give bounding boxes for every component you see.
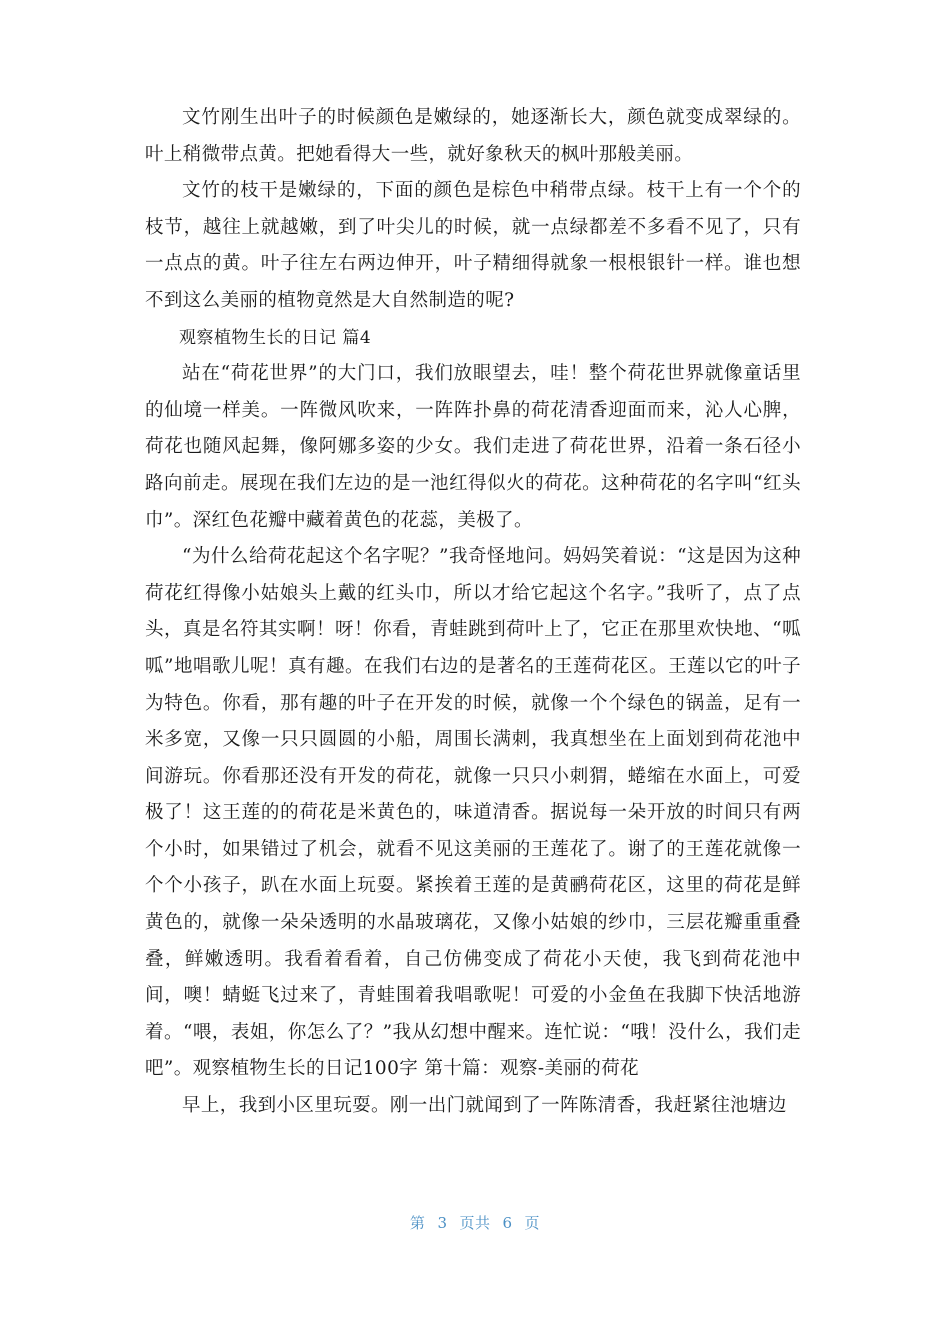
paragraph-2: 文竹的枝干是嫩绿的，下面的颜色是棕色中稍带点绿。枝干上有一个个的枝节，越往上就越嫩，到了叶尖儿的时候，就一点绿都差不多看不见了，只有一点点的黄。叶子往左右两边伸开，叶子精细得就象一根根银针一样。谁也想不到这么美丽的植物竟然是大自然制造的呢? — [145, 180, 801, 311]
section-heading: 观察植物生长的日记 篇4 — [179, 327, 372, 348]
footer-label-end: 页 — [524, 1214, 541, 1232]
paragraph-3: 站在“荷花世界”的大门口，我们放眼望去，哇！整个荷花世界就像童话里的仙境一样美。一阵微风吹来，一阵阵扑鼻的荷花清香迎面而来，沁人心脾，荷花也随风起舞，像阿娜多姿的少女。我们走进了荷花世界，沿着一条石径小路向前走。展现在我们左边的是一池红得似火的荷花。这种荷花的名字叫“红头巾”。深红色花瓣中藏着黄色的花蕊，美极了。 — [145, 363, 801, 531]
footer-total-pages: 6 — [502, 1214, 513, 1232]
footer-label-of: 页共 — [459, 1214, 491, 1232]
footer-current-page: 3 — [437, 1214, 448, 1232]
footer-label-page: 第 — [409, 1214, 426, 1232]
document-body — [145, 100, 801, 1125]
page-footer — [0, 1212, 950, 1233]
paragraph-5: 早上，我到小区里玩耍。刚一出门就闻到了一阵陈清香，我赶紧往池塘边 — [182, 1095, 787, 1117]
paragraph-4: “为什么给荷花起这个名字呢？”我奇怪地问。妈妈笑着说：“这是因为这种荷花红得像小姑娘头上戴的红头巾，所以才给它起这个名字。”我听了，点了点头，真是名符其实啊！呀！你看，青蛙跳到荷叶上了，它正在那里欢快地、“呱呱”地唱歌儿呢！真有趣。在我们右边的是著名的王莲荷花区。王莲以它的叶子为特色。你看，那有趣的叶子在开发的时候，就像一个个绿色的锅盖，足有一米多宽，又像一只只圆圆的小船，周围长满刺，我真想坐在上面划到荷花池中间游玩。你看那还没有开发的荷花，就像一只只小刺猬，蜷缩在水面上，可爱极了！这王莲的的荷花是米黄色的，味道清香。据说每一朵开放的时间只有两个小时，如果错过了机会，就看不见这美丽的王莲花了。谢了的王莲花就像一个个小孩子，趴在水面上玩耍。紧挨着王莲的是黄鹂荷花区，这里的荷花是鲜黄色的，就像一朵朵透明的水晶玻璃花，又像小姑娘的纱巾，三层花瓣重重叠叠，鲜嫩透明。我看着看着，自己仿佛变成了荷花小天使，我飞到荷花池中间，噢！蜻蜓飞过来了，青蛙围着我唱歌呢！可爱的小金鱼在我脚下快活地游着。“喂，表姐，你怎么了？”我从幻想中醒来。连忙说：“哦！没什么，我们走吧”。观察植物生长的日记100字 第十篇：观察-美丽的荷花 — [145, 546, 801, 1080]
paragraph-1: 文竹刚生出叶子的时候颜色是嫩绿的，她逐渐长大，颜色就变成翠绿的。叶上稍微带点黄。把她看得大一些，就好象秋天的枫叶那般美丽。 — [145, 107, 801, 165]
